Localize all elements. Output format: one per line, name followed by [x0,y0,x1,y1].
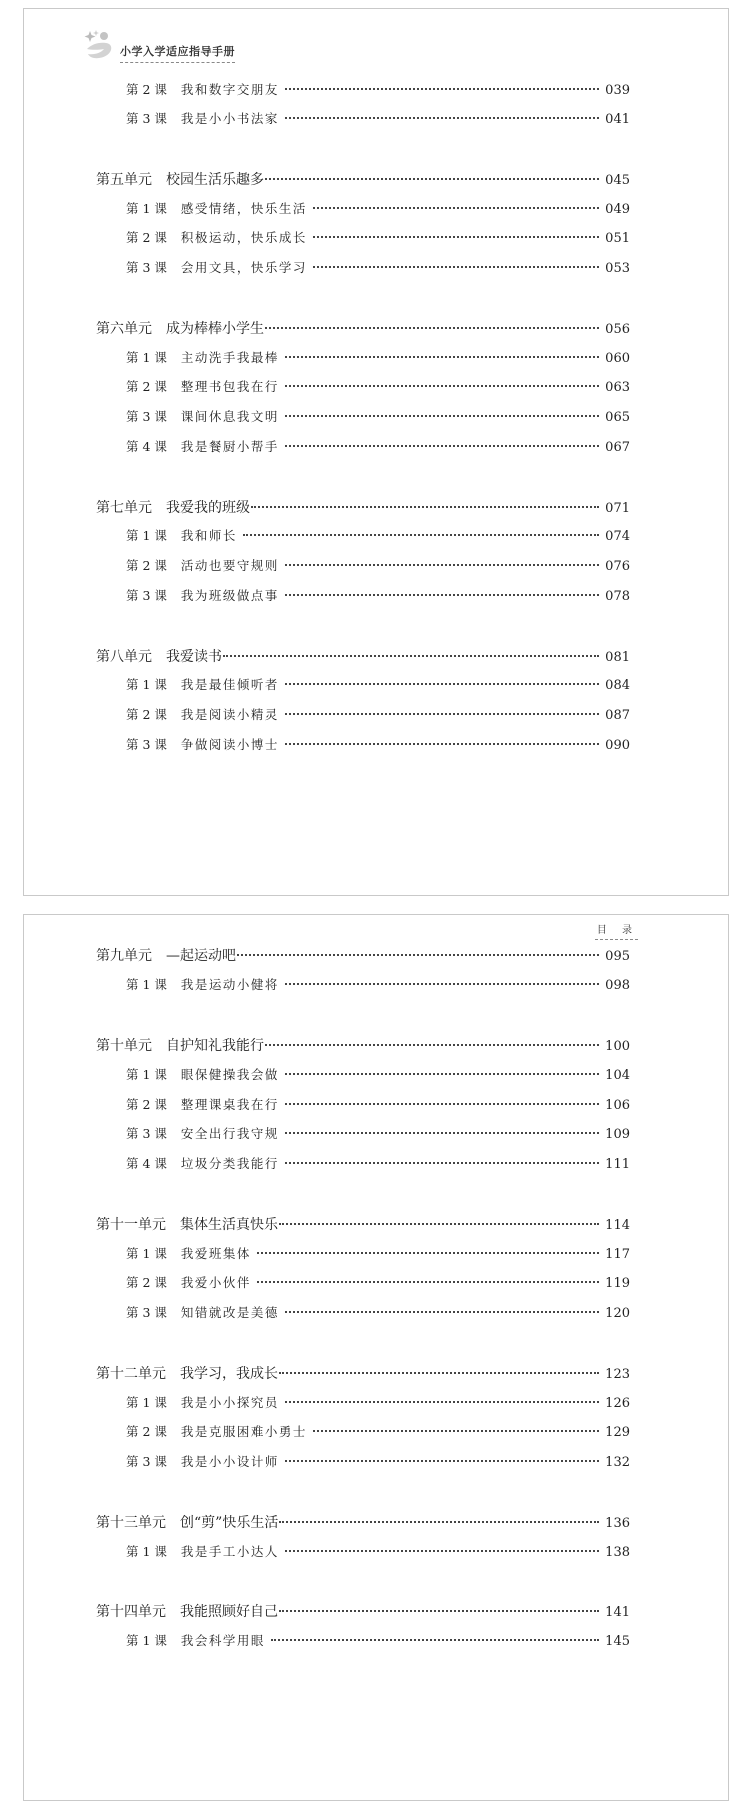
page-number: 090 [605,738,630,753]
unit-number: 第五单元 [96,172,152,188]
toc-entry-label [126,80,279,98]
toc-entry-label [126,258,307,276]
page-number: 081 [605,650,630,665]
dot-leader [285,445,599,447]
unit-number: 第九单元 [96,948,152,964]
entry-title: 我是最佳倾听者 [180,677,279,692]
toc-unit-entry[interactable] [96,945,630,967]
dot-leader [285,1132,599,1134]
toc-entry-label [126,1422,307,1440]
dot-leader [285,117,599,119]
lesson-number: 第 2 课 [126,707,167,722]
dot-leader [285,1103,599,1105]
lesson-number: 第 1 课 [126,1395,167,1410]
dot-leader [243,534,599,536]
book-title: 小学入学适应指导手册 [120,43,235,63]
page-number: 123 [605,1367,630,1382]
page-number: 109 [605,1127,630,1142]
dot-leader [285,1073,599,1075]
toc-entry-label [126,1542,279,1560]
entry-title: 我和数字交朋友 [180,82,279,97]
dot-leader [313,236,599,238]
lesson-number: 第 1 课 [126,1067,167,1082]
entry-title: 眼保健操我会做 [180,1067,279,1082]
page-number: 060 [605,351,630,366]
dot-leader [285,564,599,566]
toc-lesson-entry[interactable] [126,228,630,250]
lesson-number: 第 3 课 [126,1305,167,1320]
entry-title: 我和师长 [180,528,237,543]
lesson-number: 第 2 课 [126,1275,167,1290]
page-number: 120 [605,1306,630,1321]
toc-entry-label [96,646,222,666]
page-number: 074 [605,529,630,544]
toc-lesson-entry[interactable] [126,1393,630,1415]
dot-leader [313,207,599,209]
unit-number: 第七单元 [96,500,152,516]
toc-entry-label [126,1303,279,1321]
toc-entry-label [126,1095,279,1113]
toc-unit-entry[interactable] [96,1601,630,1623]
toc-page-1 [23,8,729,896]
unit-number: 第八单元 [96,649,152,665]
entry-title: 我是餐厨小帮手 [180,439,279,454]
dot-leader [223,655,599,657]
dot-leader [257,1252,599,1254]
unit-number: 第十二单元 [96,1366,166,1382]
page-number: 078 [605,589,630,604]
page-number: 145 [605,1634,630,1649]
dot-leader [285,983,599,985]
entry-title: 我是手工小达人 [180,1544,279,1559]
unit-number: 第十四单元 [96,1604,166,1620]
entry-title: 我是小小书法家 [180,111,279,126]
dot-leader [313,1430,599,1432]
unit-number: 第十三单元 [96,1515,166,1531]
unit-number: 第十单元 [96,1038,152,1054]
lesson-number: 第 3 课 [126,409,167,424]
lesson-number: 第 1 课 [126,201,167,216]
lesson-number: 第 2 课 [126,558,167,573]
toc-lesson-entry[interactable] [126,348,630,370]
dot-leader [285,713,599,715]
page-number: 049 [605,202,630,217]
page-number: 132 [605,1455,630,1470]
page-number: 076 [605,559,630,574]
lesson-number: 第 3 课 [126,1454,167,1469]
toc-entry-label [126,675,279,693]
book-logo-icon [82,27,118,61]
toc-lesson-entry[interactable] [126,377,630,399]
page-number: 053 [605,261,630,276]
entry-title: 我爱班集体 [180,1246,251,1261]
toc-lesson-entry[interactable] [126,437,630,459]
book-logo [82,27,292,67]
toc-lesson-entry[interactable] [126,735,630,757]
entry-title: 校园生活乐趣多 [166,172,264,188]
page-number: 111 [605,1157,630,1172]
page-number: 100 [605,1039,630,1054]
entry-title: 我是克服困难小勇士 [180,1424,307,1439]
entry-title: 我是阅读小精灵 [180,707,279,722]
entry-title: 我是小小设计师 [180,1454,279,1469]
toc-unit-entry[interactable] [96,318,630,340]
entry-title: 积极运动，快乐成长 [180,230,307,245]
toc-entry-label [96,1601,278,1621]
dot-leader [279,1521,599,1523]
toc-page-2 [23,914,729,1801]
lesson-number: 第 1 课 [126,528,167,543]
dot-leader [285,356,599,358]
page-number: 114 [605,1218,630,1233]
page-number: 119 [605,1276,630,1291]
toc-lesson-entry[interactable] [126,1542,630,1564]
toc-unit-entry[interactable] [96,646,630,668]
toc-lesson-entry[interactable] [126,1065,630,1087]
toc-entry-label [96,1035,264,1055]
toc-unit-entry[interactable] [96,1035,630,1057]
toc-unit-entry[interactable] [96,1363,630,1385]
page-number: 041 [605,112,630,127]
toc-lesson-entry[interactable] [126,556,630,578]
page-number: 087 [605,708,630,723]
entry-title: 我是运动小健将 [180,977,279,992]
toc-header-label: 目 录 [595,920,638,940]
lesson-number: 第 3 课 [126,588,167,603]
toc-lesson-entry[interactable] [126,675,630,697]
toc-lesson-entry[interactable] [126,1303,630,1325]
toc-lesson-entry[interactable] [126,80,630,102]
toc-entry-label [96,1512,278,1532]
lesson-number: 第 2 课 [126,1097,167,1112]
dot-leader [257,1281,599,1283]
toc-entry-label [126,526,237,544]
page-number: 106 [605,1098,630,1113]
dot-leader [285,88,599,90]
toc-entry-label [126,1124,279,1142]
toc-entry-label [126,705,279,723]
toc-lesson-entry[interactable] [126,1631,630,1653]
unit-number: 第六单元 [96,321,152,337]
toc-entry-label [126,1393,279,1411]
entry-title: 自护知礼我能行 [166,1038,264,1054]
lesson-number: 第 3 课 [126,111,167,126]
lesson-number: 第 2 课 [126,82,167,97]
entry-title: 会用文具，快乐学习 [180,260,307,275]
entry-title: 我为班级做点事 [180,588,279,603]
toc-entry-label [126,556,279,574]
toc-lesson-entry[interactable] [126,1244,630,1266]
entry-title: 垃圾分类我能行 [180,1156,279,1171]
toc-entry-label [126,228,307,246]
lesson-number: 第 3 课 [126,1126,167,1141]
toc-lesson-entry[interactable] [126,1154,630,1176]
lesson-number: 第 4 课 [126,1156,167,1171]
toc-entry-label [126,377,279,395]
lesson-number: 第 1 课 [126,1633,167,1648]
entry-title: 创“剪”快乐生活 [180,1515,279,1531]
toc-unit-entry[interactable] [96,497,630,519]
dot-leader [285,1550,599,1552]
entry-title: 感受情绪，快乐生活 [180,201,307,216]
toc-unit-entry[interactable] [96,1512,630,1534]
entry-title: 争做阅读小博士 [180,737,279,752]
page-number: 063 [605,380,630,395]
toc-entry-label [126,735,279,753]
lesson-number: 第 3 课 [126,260,167,275]
entry-title: 整理课桌我在行 [180,1097,279,1112]
entry-title: 整理书包我在行 [180,379,279,394]
toc-lesson-entry[interactable] [126,109,630,131]
entry-title: 活动也要守规则 [180,558,279,573]
page-number: 138 [605,1545,630,1560]
toc-entry-label [126,437,279,455]
lesson-number: 第 1 课 [126,1544,167,1559]
toc-entry-label [126,407,279,425]
dot-leader [265,178,599,180]
page-number: 136 [605,1516,630,1531]
entry-title: 集体生活真快乐 [180,1217,278,1233]
entry-title: 成为棒棒小学生 [166,321,264,337]
toc-entry-label [96,1214,278,1234]
page-number: 117 [605,1247,630,1262]
dot-leader [279,1372,599,1374]
dot-leader [285,1311,599,1313]
toc-lesson-entry[interactable] [126,1452,630,1474]
entry-title: 我能照顾好自己 [180,1604,278,1620]
toc-entry-label [126,1244,251,1262]
dot-leader [265,1044,599,1046]
dot-leader [285,1401,599,1403]
dot-leader [279,1223,599,1225]
page-number: 098 [605,978,630,993]
entry-title: 我爱小伙伴 [180,1275,251,1290]
entry-title: 知错就改是美德 [180,1305,279,1320]
page-number: 065 [605,410,630,425]
toc-unit-entry[interactable] [96,1214,630,1236]
entry-title: 安全出行我守规 [180,1126,279,1141]
dot-leader [265,327,599,329]
toc-lesson-entry[interactable] [126,526,630,548]
dot-leader [285,385,599,387]
toc-entry-label [96,169,264,189]
page-number: 039 [605,83,630,98]
entry-title: 课间休息我文明 [180,409,279,424]
lesson-number: 第 4 课 [126,439,167,454]
toc-entry-label [126,1631,265,1649]
toc-lesson-entry[interactable] [126,1095,630,1117]
entry-title: 我是小小探究员 [180,1395,279,1410]
dot-leader [285,415,599,417]
toc-entry-label [96,945,236,965]
toc-entry-label [126,109,279,127]
toc-entry-label [126,348,279,366]
toc-entry-label [126,1452,279,1470]
toc-entry-label [126,1065,279,1083]
toc-entry-label [126,586,279,604]
entry-title: 我学习，我成长 [180,1366,278,1382]
dot-leader [271,1639,599,1641]
toc-entry-label [96,318,264,338]
dot-leader [251,506,599,508]
entry-title: 主动洗手我最棒 [180,350,279,365]
toc-lesson-entry[interactable] [126,407,630,429]
dot-leader [279,1610,599,1612]
dot-leader [285,594,599,596]
toc-lesson-entry[interactable] [126,258,630,280]
dot-leader [237,954,599,956]
toc-lesson-entry[interactable] [126,199,630,221]
toc-lesson-entry[interactable] [126,705,630,727]
toc-entry-label [96,1363,278,1383]
dot-leader [285,1162,599,1164]
dot-leader [285,743,599,745]
toc-lesson-entry[interactable] [126,1273,630,1295]
lesson-number: 第 1 课 [126,677,167,692]
entry-title: 我会科学用眼 [180,1633,265,1648]
toc-lesson-entry[interactable] [126,586,630,608]
entry-title: —起运动吧 [166,948,236,964]
toc-lesson-entry[interactable] [126,1422,630,1444]
toc-entry-label [96,497,250,517]
toc-lesson-entry[interactable] [126,975,630,997]
lesson-number: 第 3 课 [126,737,167,752]
page-number: 141 [605,1605,630,1620]
toc-entry-label [126,1273,251,1291]
lesson-number: 第 1 课 [126,977,167,992]
page-number: 095 [605,949,630,964]
page-number: 067 [605,440,630,455]
page-number: 084 [605,678,630,693]
lesson-number: 第 1 课 [126,350,167,365]
page-number: 071 [605,501,630,516]
dot-leader [285,683,599,685]
entry-title: 我爱我的班级 [166,500,250,516]
dot-leader [285,1460,599,1462]
toc-entry-label [126,975,279,993]
page-number: 051 [605,231,630,246]
dot-leader [313,266,599,268]
toc-lesson-entry[interactable] [126,1124,630,1146]
unit-number: 第十一单元 [96,1217,166,1233]
toc-entry-label [126,199,307,217]
lesson-number: 第 2 课 [126,379,167,394]
page-number: 104 [605,1068,630,1083]
page-number: 045 [605,173,630,188]
toc-entry-label [126,1154,279,1172]
lesson-number: 第 1 课 [126,1246,167,1261]
lesson-number: 第 2 课 [126,230,167,245]
page-number: 129 [605,1425,630,1440]
page-number: 056 [605,322,630,337]
lesson-number: 第 2 课 [126,1424,167,1439]
page-number: 126 [605,1396,630,1411]
toc-unit-entry[interactable] [96,169,630,191]
entry-title: 我爱读书 [166,649,222,665]
